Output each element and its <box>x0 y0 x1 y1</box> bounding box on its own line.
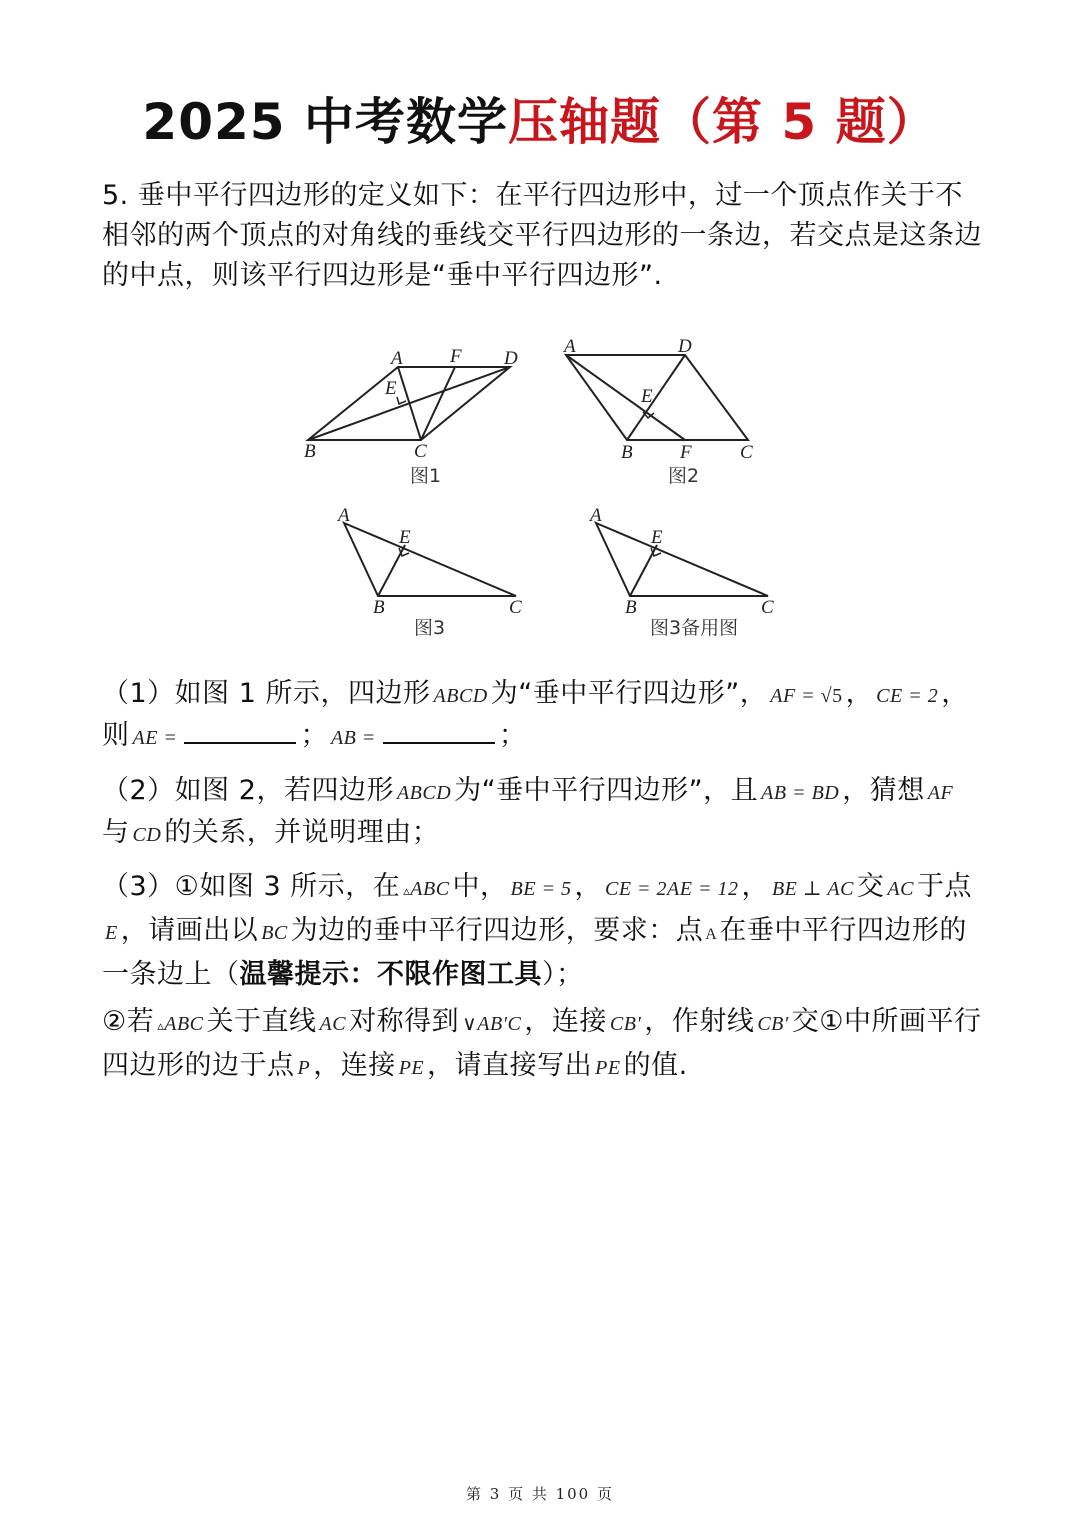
q4-math-reflected <box>462 1013 521 1035</box>
q4-text-9: 的值. <box>623 1050 688 1081</box>
fig2-label-c: C <box>740 442 753 463</box>
q1-math-af <box>770 685 842 707</box>
fig3-label-e: E <box>399 527 411 548</box>
fig2-label-a: A <box>564 336 576 357</box>
q3-math-e: E <box>105 922 118 944</box>
q3-text-2: 中， <box>452 871 508 902</box>
q3-text-8: 为边的垂中平行四边形，要求：点 <box>290 915 704 946</box>
question-2 <box>102 771 982 855</box>
q1-math-af-lhs: AF = <box>770 685 821 707</box>
fig4-caption: 图3备用图 <box>650 617 739 639</box>
q2-text-5: 的关系，并说明理由； <box>164 817 440 848</box>
q2-math-ab-bd: AB = BD <box>761 782 840 804</box>
q4-text-2: 关于直线 <box>206 1006 317 1037</box>
fig1-label-a: A <box>391 348 403 369</box>
q3-text-9: 在垂中平行四边形的一条边上（ <box>102 915 967 990</box>
question-3 <box>102 867 982 995</box>
fig4-label-c: C <box>761 597 774 618</box>
q3-math-be: BE = 5 <box>510 878 572 900</box>
q1-math-sqrt5: √5 <box>820 685 843 707</box>
fig2-label-f: F <box>680 442 692 463</box>
q4-triangle-abc: ABC <box>164 1013 204 1035</box>
q3-text-3: ， <box>574 871 602 902</box>
fig4-label-b: B <box>625 597 637 618</box>
question-1 <box>102 674 982 758</box>
q3-math-a: A <box>705 926 718 943</box>
figure-4 <box>596 523 768 596</box>
q1-text-6: ； <box>300 720 328 751</box>
fig2-label-e: E <box>641 386 653 407</box>
q3-text-7: ，请画出以 <box>120 915 259 946</box>
q2-text-1: （2）如图 2，若四边形 <box>102 775 394 806</box>
answer-blank-ab[interactable] <box>383 718 495 744</box>
problem-intro: 5. 垂中平行四边形的定义如下：在平行四边形中，过一个顶点作关于不相邻的两个顶点的对角线的垂线交平行四边形的一条边，若交点是这条边的中点，则该平行四边形是“垂中平行四边形”. <box>102 180 982 291</box>
q4-text-5: ，作射线 <box>644 1006 755 1037</box>
fig1-label-f: F <box>450 346 462 367</box>
q1-text-1: （1）如图 1 所示，四边形 <box>102 678 431 709</box>
fig3-label-b: B <box>373 597 385 618</box>
q2-math-abcd: ABCD <box>396 782 452 804</box>
fig3-label-c: C <box>509 597 522 618</box>
fig2-line-af <box>566 355 685 440</box>
fig2-label-d: D <box>678 336 692 357</box>
page-footer: 第 3 页 共 100 页 <box>465 1485 614 1503</box>
fig1-perpendicular-cf <box>421 367 455 440</box>
fig1-right-angle <box>397 397 406 404</box>
q3-text-10: ）； <box>542 959 584 990</box>
q4-text-8: ，请直接写出 <box>427 1050 593 1081</box>
q4-math-triangle <box>157 1013 203 1035</box>
q4-triangle-symbol: ▵ <box>157 1018 165 1033</box>
q3-triangle-abc: ABC <box>410 878 450 900</box>
q4-math-pe1: PE <box>398 1057 425 1079</box>
q3-text-6: 于点 <box>916 871 972 902</box>
q3-triangle-symbol: ▵ <box>403 883 411 898</box>
q4-math-ac: AC <box>319 1013 347 1035</box>
q4-text-3: 对称得到 <box>349 1006 460 1037</box>
q4-math-pe2: PE <box>595 1057 621 1079</box>
q1-text-5: 则 <box>102 720 130 751</box>
q4-math-cb2: CB′ <box>757 1013 789 1035</box>
figure-3 <box>344 523 516 596</box>
q3-math-ce: CE = 2AE = 12 <box>604 878 739 900</box>
q2-math-af: AF <box>927 782 954 804</box>
q1-text-3: ， <box>845 678 874 709</box>
q1-math-ab: AB = <box>330 727 376 749</box>
fig4-label-e: E <box>651 527 663 548</box>
title-black: 2025 中考数学 <box>142 93 508 151</box>
q3-text-4: ， <box>741 871 769 902</box>
q1-math-ce: CE = 2 <box>876 685 939 707</box>
fig3-label-a: A <box>338 505 350 526</box>
q4-math-p: P <box>297 1057 311 1079</box>
fig1-caption: 图1 <box>410 465 442 487</box>
q2-text-4: 与 <box>102 817 130 848</box>
title-red: 压轴题（第 5 题） <box>507 93 938 151</box>
fig2-diagonal-bd <box>627 355 685 440</box>
q2-text-3: ，猜想 <box>842 775 925 806</box>
answer-blank-ae[interactable] <box>184 718 296 744</box>
q3-hint-bold: 温馨提示：不限作图工具 <box>239 959 542 990</box>
fig1-label-d: D <box>504 348 518 369</box>
q1-math-ae: AE = <box>132 727 178 749</box>
question-3-part-2 <box>102 1002 982 1088</box>
q4-text-6: 交①中所画平行四边形的边于点 <box>102 1006 982 1081</box>
fig2-caption: 图2 <box>668 465 700 487</box>
fig1-label-b: B <box>304 441 316 462</box>
q4-text-4: ，连接 <box>524 1006 607 1037</box>
q3-math-triangle <box>403 878 449 900</box>
figure-2 <box>566 355 748 440</box>
q3-text-5: 交 <box>856 871 885 902</box>
fig4-label-a: A <box>590 505 602 526</box>
q1-text-7: ； <box>498 720 527 751</box>
fig3-triangle <box>344 523 516 596</box>
q1-text-4: ， <box>941 678 969 709</box>
q4-math-cb1: CB′ <box>609 1013 642 1035</box>
figure-1 <box>308 367 510 440</box>
fig1-label-c: C <box>414 441 427 462</box>
fig3-caption: 图3 <box>414 617 446 639</box>
q4-text-1: ②若 <box>102 1006 155 1037</box>
q4-text-7: ，连接 <box>313 1050 396 1081</box>
fig2-label-b: B <box>621 442 633 463</box>
q4-reflected-abc: AB′C <box>477 1013 522 1035</box>
q3-math-ac: AC <box>887 878 914 900</box>
q4-reflected-symbol: ∨ <box>462 1013 478 1035</box>
q1-math-abcd: ABCD <box>433 685 488 707</box>
q3-text-1: （3）①如图 3 所示，在 <box>102 871 401 902</box>
q2-math-cd: CD <box>132 824 162 846</box>
fig1-label-e: E <box>385 378 397 399</box>
q3-math-bc: BC <box>261 922 288 944</box>
q1-text-2: 为“垂中平行四边形”， <box>490 678 768 709</box>
q2-text-2: 为“垂中平行四边形”，且 <box>454 775 759 806</box>
q3-math-perp: BE ⊥ AC <box>771 878 854 900</box>
fig4-triangle <box>596 523 768 596</box>
